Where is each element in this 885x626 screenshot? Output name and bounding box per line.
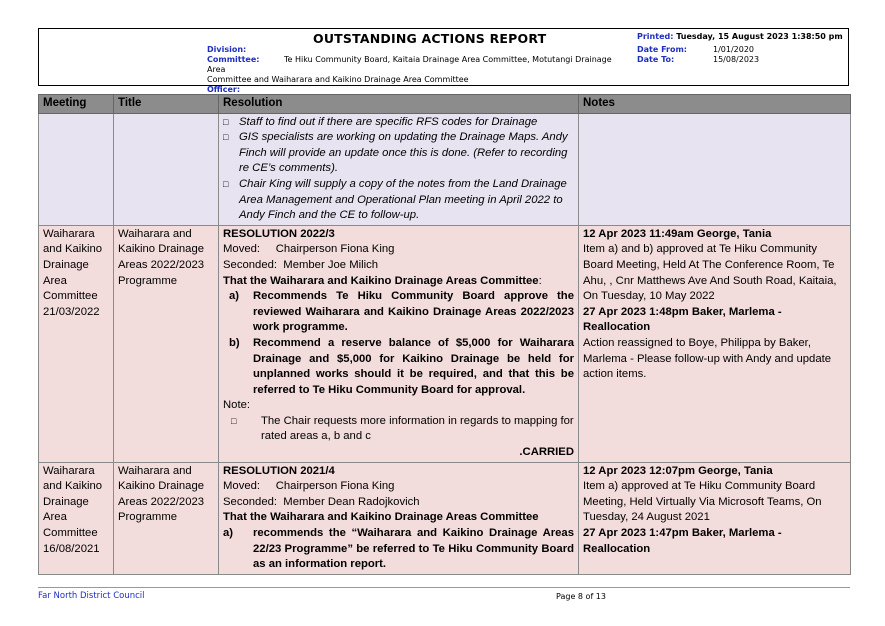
- moved-line: Moved: Chairperson Fiona King: [223, 243, 395, 256]
- col-header-notes: Notes: [579, 95, 851, 114]
- notes-cell: [579, 113, 851, 225]
- resolution-number: RESOLUTION 2021/4: [223, 464, 335, 477]
- date-from-label: Date From:: [637, 45, 688, 54]
- report-title: OUTSTANDING ACTIONS REPORT: [313, 31, 547, 46]
- actions-table: [38, 94, 851, 575]
- note-text: Item a) and b) approved at Te Hiku Community Board Meeting, Held At The Conference Room, Te Ahu, , Cnr Matthews Ave And South Road, Kaitaia, On Tuesday, 10 May 2022: [583, 243, 837, 303]
- table-header-row: [39, 95, 851, 114]
- note-text: Item a) approved at Te Hiku Community Board Meeting, Held Virtually Via Microsoft Teams, On Tuesday, 24 August 2021: [583, 480, 822, 524]
- date-from-value: 1/01/2020: [713, 45, 755, 54]
- committee-row: [207, 55, 627, 95]
- col-header-meeting: Meeting: [39, 95, 114, 114]
- resolution-cell: [219, 462, 579, 574]
- list-item: □ Staff to find out if there are specific RFS codes for Drainage: [223, 115, 574, 131]
- resolution-cell: [219, 113, 579, 225]
- committee-value-1: Te Hiku Community Board, Kaitaia Drainage Area Committee, Motutangi Drainage Area: [207, 55, 612, 74]
- date-to-value: 15/08/2023: [713, 55, 760, 64]
- officer-label: Officer:: [207, 85, 241, 94]
- notes-cell: [579, 462, 851, 574]
- committee-value-2: Committee and Waiharara and Kaikino Drainage Area Committee: [207, 75, 469, 84]
- date-from-row: [637, 45, 755, 55]
- division-label: Division:: [207, 45, 247, 54]
- list-item: □ GIS specialists are working on updating the Drainage Maps. Andy Finch will provide an update once this is done. (Refer to recording re CE’s comments).: [223, 130, 574, 177]
- seconded-line: Seconded: Member Dean Radojkovich: [223, 495, 420, 508]
- list-item: □ Chair King will supply a copy of the notes from the Land Drainage Area Management and Operational Plan meeting in April 2022 to Andy Finch and the CE to follow-up.: [223, 177, 574, 224]
- col-header-resolution: Resolution: [219, 95, 579, 114]
- footer-divider: [38, 587, 850, 588]
- meeting-cell: [39, 113, 114, 225]
- note-text: Action reassigned to Boye, Philippa by Baker, Marlema - Please follow-up with Andy and update action items.: [583, 336, 832, 381]
- moved-line: Moved: Chairperson Fiona King: [223, 480, 395, 493]
- list-item: b) Recommend a reserve balance of $5,000 for Waiharara Drainage and $5,000 for Kaikino Drainage be held for unplanned works should it be required, and that this be referred to Te Hiku Community Board for approval.: [229, 336, 574, 396]
- title-cell: Waiharara and Kaikino Drainage Areas 2022/2023 Programme: [114, 225, 219, 462]
- title-cell: [114, 113, 219, 225]
- resolution-number: RESOLUTION 2022/3: [223, 227, 335, 240]
- footer-page-number: Page 8 of 13: [556, 592, 606, 601]
- date-to-label: Date To:: [637, 55, 675, 64]
- note-heading: 12 Apr 2023 12:07pm George, Tania: [583, 464, 773, 477]
- resolution-cell: [219, 225, 579, 462]
- meeting-cell: Waiharara and Kaikino Drainage Area Committee 16/08/2021: [39, 462, 114, 574]
- carried-label: .CARRIED: [519, 446, 574, 459]
- title-cell: Waiharara and Kaikino Drainage Areas 2022/2023 Programme: [114, 462, 219, 574]
- bullet-icon: □: [231, 415, 237, 426]
- bullet-icon: □: [223, 116, 229, 127]
- meeting-cell: Waiharara and Kaikino Drainage Area Committee 21/03/2022: [39, 225, 114, 462]
- note-label: Note:: [223, 399, 251, 412]
- notes-cell: [579, 225, 851, 462]
- table-row: [39, 113, 851, 225]
- note-heading: 27 Apr 2023 1:48pm Baker, Marlema - Reallocation: [583, 305, 782, 334]
- list-item: a) Recommends Te Hiku Community Board approve the reviewed Waiharara and Kaikino Drainage Areas 2022/2023 work programme.: [229, 290, 574, 334]
- note-heading: 12 Apr 2023 11:49am George, Tania: [583, 227, 772, 240]
- division-row: [207, 45, 246, 55]
- bullet-icon: □: [223, 132, 229, 143]
- that-line: That the Waiharara and Kaikino Drainage Areas Committee: [223, 511, 539, 524]
- table-row: [39, 462, 851, 574]
- printed-label: Printed:: [637, 32, 674, 41]
- note-heading: 27 Apr 2023 1:47pm Baker, Marlema - Reallocation: [583, 527, 782, 555]
- bullet-icon: □: [223, 178, 229, 189]
- printed-value: Tuesday, 15 August 2023 1:38:50 pm: [676, 32, 843, 41]
- that-line: That the Waiharara and Kaikino Drainage Areas Committee:: [223, 274, 542, 287]
- col-header-title: Title: [114, 95, 219, 114]
- committee-label: Committee:: [207, 55, 260, 64]
- table-row: [39, 225, 851, 462]
- date-to-row: [637, 55, 760, 65]
- printed-stamp: [637, 32, 843, 41]
- list-item: □ The Chair requests more information in regards to mapping for rated areas a, b and c: [223, 414, 574, 445]
- footer-council: Far North District Council: [38, 591, 145, 601]
- list-item: a) recommends the “Waiharara and Kaikino Drainage Areas 22/23 Programme” be referred to Te Hiku Community Board as an information report.: [223, 527, 574, 571]
- seconded-line: Seconded: Member Joe Milich: [223, 258, 379, 271]
